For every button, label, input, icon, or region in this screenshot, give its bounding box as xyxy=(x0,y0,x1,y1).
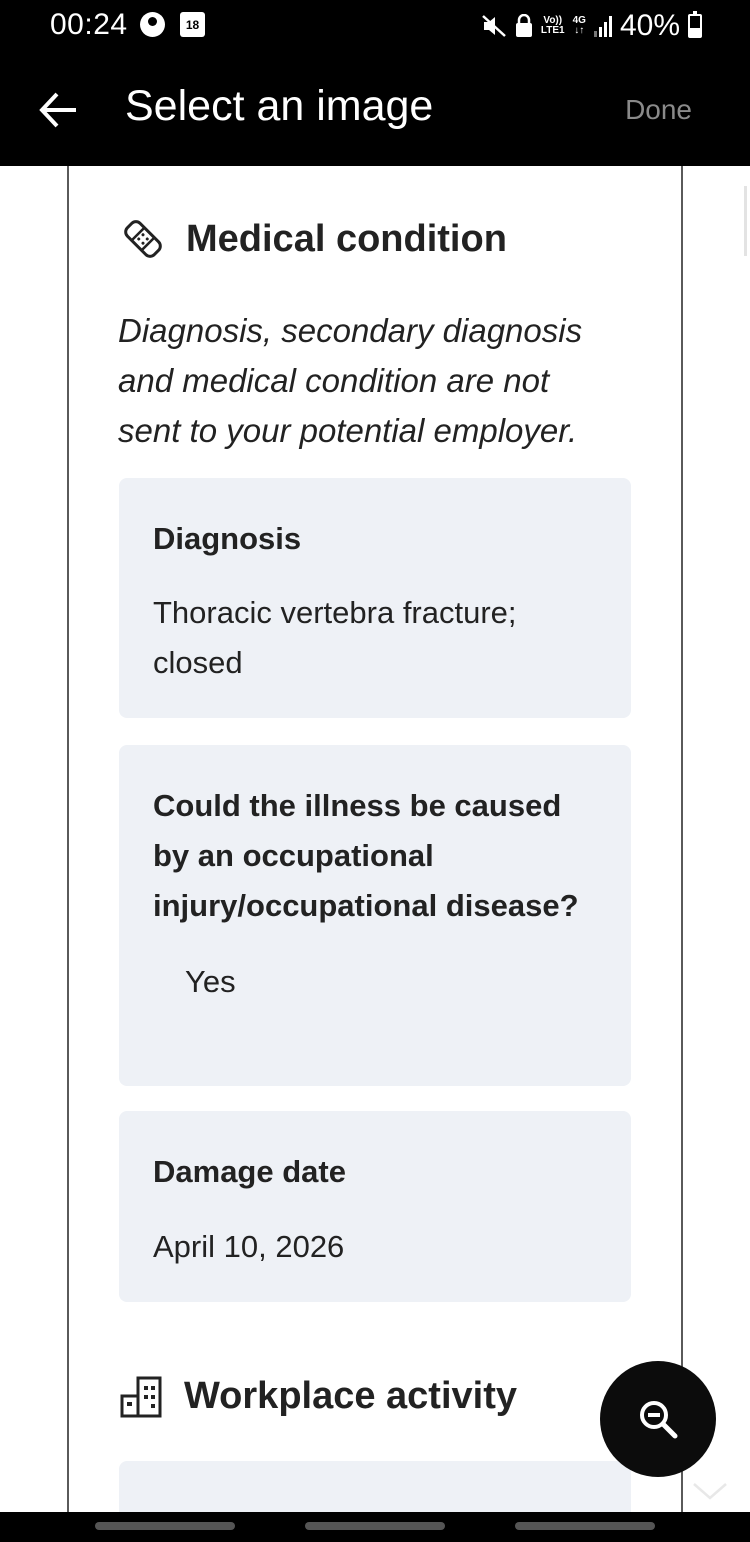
diagnosis-value: Thoracic vertebra fracture; closed xyxy=(153,595,517,680)
status-bar xyxy=(0,0,750,52)
workplace-activity-header xyxy=(120,1374,517,1418)
volte-label: Vo)) xyxy=(543,15,563,26)
privacy-notice: Diagnosis, secondary diagnosis and medical condition are not sent to your potential employer. xyxy=(118,312,583,449)
nav-home-button[interactable] xyxy=(305,1522,445,1530)
page-title: Select an image xyxy=(125,82,434,130)
volte-indicator xyxy=(541,16,565,36)
medical-condition-header xyxy=(120,216,507,262)
system-navigation-bar xyxy=(0,1512,750,1542)
battery-icon xyxy=(688,14,702,38)
bandage-icon xyxy=(120,216,166,262)
section-title: Workplace activity xyxy=(184,1374,518,1417)
mute-icon xyxy=(481,14,507,38)
diagnosis-label: Diagnosis xyxy=(153,521,302,556)
nav-recent-button[interactable] xyxy=(95,1522,235,1530)
building-icon xyxy=(120,1374,164,1418)
occupational-value: Yes xyxy=(185,964,236,999)
battery-percent: 40% xyxy=(619,9,680,42)
app-bar xyxy=(0,52,750,166)
zoom-out-icon xyxy=(636,1397,680,1441)
back-button[interactable] xyxy=(30,82,86,138)
calendar-icon: 18 xyxy=(180,12,205,37)
network-type-label: 4G xyxy=(572,15,586,26)
damage-date-value: April 10, 2026 xyxy=(153,1229,345,1264)
nav-back-button[interactable] xyxy=(515,1522,655,1530)
damage-date-label: Damage date xyxy=(153,1154,346,1189)
occupational-box xyxy=(119,745,631,1086)
section-title: Medical condition xyxy=(186,217,507,260)
content-area[interactable] xyxy=(0,166,750,1512)
occupational-label: Could the illness be caused by an occupational injury/occupational disease? xyxy=(153,788,579,923)
chevron-down-icon[interactable] xyxy=(690,1476,730,1506)
notification-dot-icon xyxy=(140,12,165,37)
done-button[interactable]: Done xyxy=(625,94,692,125)
data-arrows-icon: ↓↑ xyxy=(574,25,585,36)
network-type-indicator xyxy=(573,16,586,36)
status-time: 00:24 xyxy=(50,8,128,41)
diagnosis-box xyxy=(119,478,631,718)
lock-icon xyxy=(515,14,533,38)
damage-date-box xyxy=(119,1111,631,1302)
signal-strength-icon xyxy=(594,15,612,37)
workplace-box xyxy=(119,1461,631,1512)
lte-label: LTE1 xyxy=(540,25,565,36)
arrow-left-icon xyxy=(30,82,86,138)
zoom-out-button[interactable] xyxy=(600,1361,716,1477)
scroll-indicator xyxy=(744,186,747,256)
status-indicators xyxy=(481,8,702,44)
